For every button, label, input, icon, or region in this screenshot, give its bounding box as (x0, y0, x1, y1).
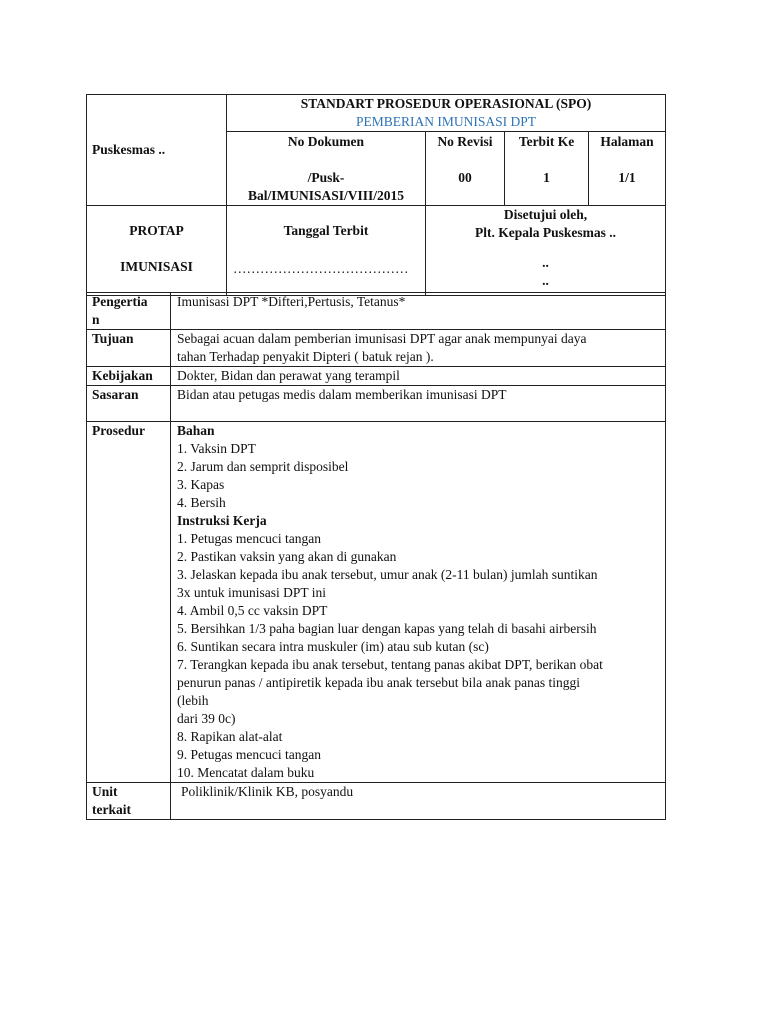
no-revisi-value: 00 (458, 170, 472, 185)
tanggal-terbit-dots: ………………………………… (233, 261, 409, 276)
imunisasi-label: IMUNISASI (120, 259, 193, 274)
disetujui-cell (426, 206, 666, 296)
prosedur-label: Prosedur (87, 422, 171, 783)
no-dokumen-value-2: Bal/IMUNISASI/VIII/2015 (247, 188, 405, 203)
terbit-ke-cell (505, 132, 589, 206)
tujuan-text-2: tahan Terhadap penyakit Dipteri ( batuk rejan ). (177, 349, 434, 364)
list-item: 6. Suntikan secara intra muskuler (im) atau sub kutan (sc) (177, 639, 489, 654)
no-dokumen-label: No Dokumen (287, 134, 365, 149)
list-item: 1. Petugas mencuci tangan (177, 531, 321, 546)
spo-body-table (86, 292, 666, 820)
table-row (87, 422, 666, 783)
kebijakan-label: Kebijakan (87, 367, 171, 386)
protap-label: PROTAP (129, 223, 184, 238)
instruksi-heading: Instruksi Kerja (177, 513, 267, 528)
pengertian-label-1: Pengertia (92, 294, 148, 309)
table-row (87, 783, 666, 820)
title-cell (227, 95, 666, 132)
list-item: 10. Mencatat dalam buku (177, 765, 315, 780)
list-item: (lebih (177, 693, 209, 708)
table-row (87, 330, 666, 367)
list-item: 8. Rapikan alat-alat (177, 729, 283, 744)
list-item: 1. Vaksin DPT (177, 441, 256, 456)
unit-terkait-label-2: terkait (92, 802, 131, 817)
tanggal-terbit-cell (227, 206, 426, 296)
signature-dots-2: .. (542, 273, 549, 288)
list-item: 2. Jarum dan semprit disposibel (177, 459, 349, 474)
pengertian-label-2: n (92, 312, 100, 327)
list-item: 3x untuk imunisasi DPT ini (177, 585, 327, 600)
plt-kepala-label: Plt. Kepala Puskesmas .. (475, 225, 617, 240)
tujuan-text-1: Sebagai acuan dalam pemberian imunisasi DPT agar anak mempunyai daya (177, 331, 587, 346)
table-row (87, 367, 666, 386)
list-item: 4. Ambil 0,5 cc vaksin DPT (177, 603, 328, 618)
puskesmas-cell (87, 95, 227, 206)
list-item: dari 39 0c) (177, 711, 236, 726)
halaman-value: 1/1 (618, 170, 636, 185)
table-row (87, 293, 666, 330)
kebijakan-text: Dokter, Bidan dan perawat yang terampil (171, 367, 666, 386)
terbit-ke-value: 1 (543, 170, 550, 185)
table-row (87, 386, 666, 422)
tanggal-terbit-label: Tanggal Terbit (283, 223, 369, 238)
puskesmas-name: Puskesmas .. (92, 142, 166, 157)
pengertian-text: Imunisasi DPT *Difteri,Pertusis, Tetanus* (171, 293, 666, 330)
disetujui-label: Disetujui oleh, (503, 207, 588, 222)
list-item: penurun panas / antipiretik kepada ibu anak tersebut bila anak panas tinggi (177, 675, 580, 690)
no-dokumen-value-1: /Pusk- (307, 170, 345, 185)
bahan-heading: Bahan (177, 423, 215, 438)
halaman-cell (589, 132, 666, 206)
terbit-ke-label: Terbit Ke (518, 134, 575, 149)
unit-terkait-label-cell (87, 783, 171, 820)
unit-terkait-text: Poliklinik/Klinik KB, posyandu (171, 783, 666, 820)
halaman-label: Halaman (600, 134, 654, 149)
list-item: 4. Bersih (177, 495, 226, 510)
no-revisi-cell (426, 132, 505, 206)
protap-cell (87, 206, 227, 296)
prosedur-cell (171, 422, 666, 783)
spo-title: STANDART PROSEDUR OPERASIONAL (SPO) (300, 96, 592, 111)
list-item: 3. Kapas (177, 477, 225, 492)
spo-header-table (86, 94, 666, 296)
list-item: 2. Pastikan vaksin yang akan di gunakan (177, 549, 397, 564)
sasaran-label: Sasaran (87, 386, 171, 422)
no-revisi-label: No Revisi (437, 134, 493, 149)
spo-subtitle: PEMBERIAN IMUNISASI DPT (356, 114, 537, 129)
tujuan-label: Tujuan (87, 330, 171, 367)
tujuan-cell (171, 330, 666, 367)
list-item: 7. Terangkan kepada ibu anak tersebut, tentang panas akibat DPT, berikan obat (177, 657, 603, 672)
signature-dots-1: .. (542, 255, 549, 270)
list-item: 5. Bersihkan 1/3 paha bagian luar dengan kapas yang telah di basahi airbersih (177, 621, 597, 636)
no-dokumen-cell (227, 132, 426, 206)
list-item: 3. Jelaskan kepada ibu anak tersebut, umur anak (2-11 bulan) jumlah suntikan (177, 567, 598, 582)
pengertian-label-cell (87, 293, 171, 330)
sasaran-text: Bidan atau petugas medis dalam memberikan imunisasi DPT (171, 386, 666, 422)
unit-terkait-label-1: Unit (92, 784, 118, 799)
list-item: 9. Petugas mencuci tangan (177, 747, 321, 762)
